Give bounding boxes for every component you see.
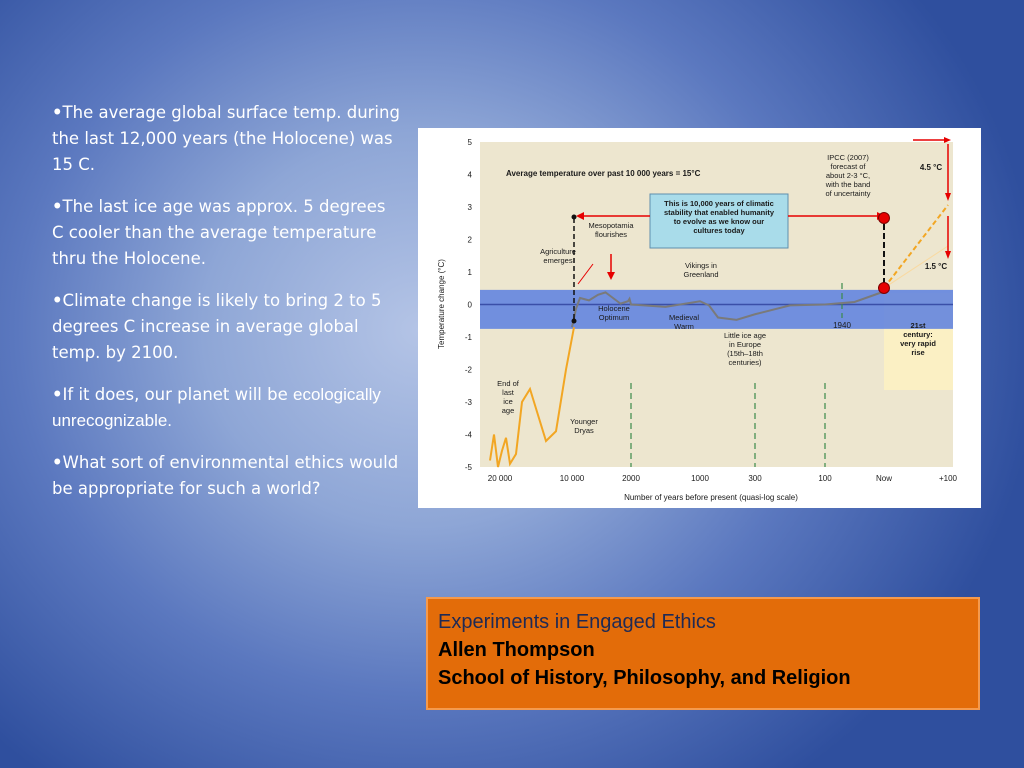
bullet-unrecognizable bbox=[52, 382, 402, 434]
y-axis-label: Temperature change (°C) bbox=[437, 259, 446, 349]
temperature-chart-svg bbox=[418, 128, 981, 508]
annotation-line: Vikings in bbox=[685, 261, 717, 270]
annotation-line: very rapid bbox=[900, 339, 936, 348]
y-tick-label: -4 bbox=[464, 430, 472, 440]
y-tick-label: -3 bbox=[464, 398, 472, 407]
bullet-marker: • bbox=[52, 291, 63, 310]
temperature-chart bbox=[418, 128, 981, 508]
annotation-line: of uncertainty bbox=[825, 189, 871, 198]
annotation-line: age bbox=[501, 406, 515, 415]
year-1940-label: 1940 bbox=[833, 321, 851, 330]
annotation-line: flourishes bbox=[594, 230, 628, 239]
y-tick-label: -2 bbox=[464, 365, 472, 375]
bullet-list bbox=[52, 100, 402, 518]
little-ice-age-label bbox=[724, 331, 766, 367]
bullet-marker: • bbox=[52, 453, 63, 472]
annotation-line: Medieval bbox=[668, 313, 700, 322]
school-name: School of History, Philosophy, and Religion bbox=[438, 667, 851, 689]
annotation-line: forecast of bbox=[830, 162, 866, 171]
annotation-line: Dryas bbox=[574, 426, 594, 435]
annotation-line: last bbox=[502, 388, 514, 397]
holocene-band bbox=[480, 290, 953, 329]
y-tick-label: 3 bbox=[467, 203, 472, 212]
annotation-line: cultures today bbox=[693, 226, 745, 235]
annotation-line: emerges bbox=[543, 256, 573, 265]
bullet-text: If it does, our planet will be bbox=[62, 385, 294, 404]
x-tick-label: 100 bbox=[818, 474, 832, 483]
annotation-line: with the band bbox=[825, 180, 871, 189]
annotation-line: in Europe bbox=[728, 340, 762, 349]
annotation-line: Mesopotamia bbox=[588, 221, 634, 230]
annotation-line: This is 10,000 years of climatic bbox=[664, 199, 774, 208]
annotation-line: Holocene bbox=[598, 304, 630, 313]
agriculture-label bbox=[540, 247, 576, 265]
annotation-line: Warm bbox=[674, 322, 694, 331]
bullet-ethics-question bbox=[52, 450, 402, 502]
x-tick-label: Now bbox=[875, 474, 893, 483]
bullet-text-emphasis: ecologically unrecognizable. bbox=[52, 385, 381, 430]
x-tick-label: 2000 bbox=[622, 474, 640, 483]
now-marker bbox=[879, 283, 890, 294]
annotation-line: 21st bbox=[910, 321, 926, 330]
x-axis-label: Number of years before present (quasi-log scale) bbox=[624, 493, 798, 502]
annotation-line: End of bbox=[497, 379, 519, 388]
y-tick-label: 5 bbox=[467, 138, 472, 147]
annotation-line: to evolve as we know our bbox=[673, 217, 765, 226]
y-tick-label: -5 bbox=[464, 463, 472, 472]
bullet-text: What sort of environmental ethics would be appropriate for such a world? bbox=[52, 453, 399, 498]
y-tick-label: 1 bbox=[467, 268, 472, 277]
y-tick-label: 2 bbox=[467, 235, 472, 245]
annotation-line: rise bbox=[911, 348, 925, 357]
y-tick-label: -1 bbox=[464, 333, 472, 342]
chart-title: Average temperature over past 10 000 years = 15°C bbox=[506, 169, 701, 178]
annotation-line: Optimum bbox=[598, 313, 630, 322]
annotation-line: Agriculture bbox=[540, 247, 576, 256]
ipcc-marker bbox=[879, 213, 890, 224]
agriculture-marker-dot bbox=[572, 215, 577, 220]
bullet-marker: • bbox=[52, 103, 63, 122]
author-name: Allen Thompson bbox=[438, 639, 595, 661]
forecast-low-label: 1.5 °C bbox=[924, 262, 948, 271]
annotation-line: ice bbox=[503, 397, 513, 406]
bullet-text: The last ice age was approx. 5 degrees C cooler than the average temperature thru the Holocene. bbox=[52, 197, 386, 268]
course-title: Experiments in Engaged Ethics bbox=[438, 611, 716, 633]
annotation-line: centuries) bbox=[728, 358, 762, 367]
agriculture-marker-dot bbox=[572, 319, 577, 324]
x-tick-label: 20 000 bbox=[487, 474, 513, 483]
annotation-line: IPCC (2007) bbox=[827, 153, 869, 162]
x-tick-label: 10 000 bbox=[559, 474, 585, 483]
x-tick-label: 1000 bbox=[691, 474, 709, 483]
annotation-line: Greenland bbox=[683, 270, 719, 279]
bullet-holocene-temp bbox=[52, 100, 402, 178]
bullet-marker: • bbox=[52, 385, 63, 404]
bullet-text: The average global surface temp. during the last 12,000 years (the Holocene) was 15 C. bbox=[52, 103, 400, 174]
bullet-text: Climate change is likely to bring 2 to 5 degrees C increase in average global temp. by 2100. bbox=[52, 291, 382, 362]
forecast-high-label: 4.5 °C bbox=[919, 163, 943, 172]
ipcc-label bbox=[825, 153, 871, 198]
vikings-label bbox=[683, 261, 718, 279]
annotation-line: Little ice age bbox=[723, 331, 767, 340]
bullet-ice-age bbox=[52, 194, 402, 272]
annotation-line: Younger bbox=[570, 417, 598, 426]
bullet-marker: • bbox=[52, 197, 63, 216]
annotation-line: century: bbox=[903, 330, 933, 339]
annotation-line: about 2-3 °C, bbox=[825, 171, 871, 180]
x-tick-label: +100 bbox=[938, 474, 958, 483]
annotation-line: stability that enabled humanity bbox=[663, 208, 775, 217]
credits-box bbox=[426, 597, 980, 710]
bullet-climate-change bbox=[52, 288, 402, 366]
y-tick-label: 0 bbox=[467, 300, 472, 310]
annotation-line: (15th–18th bbox=[727, 349, 763, 358]
holocene-optimum-label bbox=[598, 304, 630, 322]
x-tick-label: 300 bbox=[748, 474, 762, 483]
y-tick-label: 4 bbox=[467, 170, 472, 180]
